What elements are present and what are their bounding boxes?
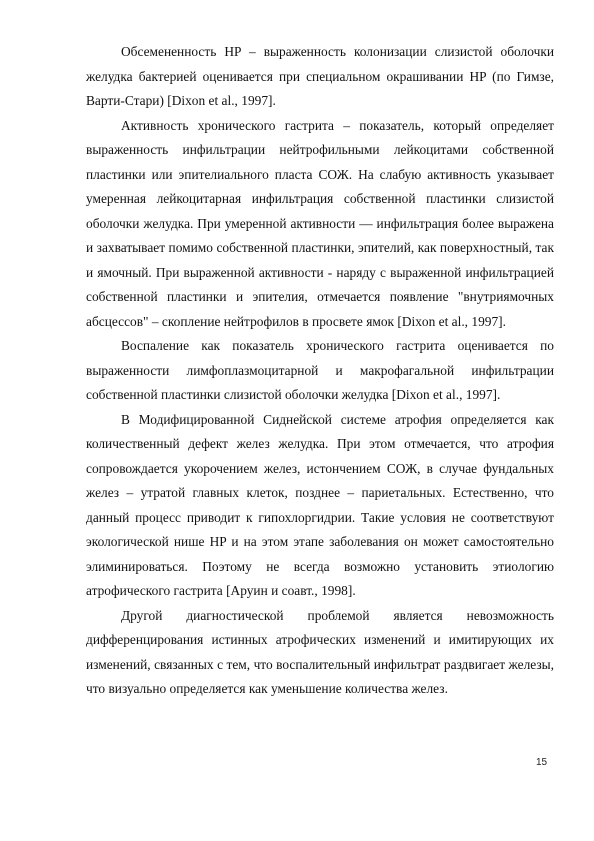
- paragraph-colonization: Обсемененность HP – выраженность колонизации слизистой оболочки желудка бактерией оценивается при специальном окрашивании HP (по Гимзе, Варти-Стари) [Dixon et al., 1997].: [86, 44, 554, 108]
- page-number: 15: [536, 757, 548, 768]
- paragraph-inflammation: Воспаление как показатель хронического гастрита оценивается по выраженности лимфоплазмоцитарной и макрофагальной инфильтрации собственной пластинки слизистой оболочки желудка [Dixon et al., 1997].: [86, 338, 554, 402]
- paragraph-atrophy: В Модифицированной Сиднейской системе атрофия определяется как количественный дефект желез желудка. При этом отмечается, что атрофия сопровождается укорочением желез, истончением СОЖ, в случае фундальных желез – утратой главных клеток, позднее – париетальных. Естественно, что данный процесс приводит к гипохлоргидрии. Такие условия не соответствуют экологической нише HP и на этом этапе заболевания он может самостоятельно элиминироваться. Поэтому не всегда возможно установить этиологию атрофического гастрита [Аруин и соавт., 1998].: [86, 411, 554, 598]
- paragraph-diagnostic-problem: Другой диагностической проблемой является невозможность дифференцирования истинных атрофических изменений и имитирующих их изменений, связанных с тем, что воспалительный инфильтрат раздвигает железы, что визуально определяется как уменьшение количества желез.: [86, 607, 554, 696]
- document-body: [86, 40, 554, 702]
- paragraph-activity: Активность хронического гастрита – показатель, который определяет выраженность инфильтрации нейтрофильными лейкоцитами собственной пластинки или эпителиального пласта СОЖ. На слабую активность указывает умеренная лейкоцитарная инфильтрация собственной пластинки слизистой оболочки желудка. При умеренной активности — инфильтрация более выражена и захватывает помимо собственной пластинки, эпителий, как поверхностный, так и ямочный. При выраженной активности - наряду с выраженной инфильтрацией собственной пластинки и эпителия, отмечается появление "внутриямочных абсцессов" – скопление нейтрофилов в просвете ямок [Dixon et al., 1997].: [86, 117, 554, 329]
